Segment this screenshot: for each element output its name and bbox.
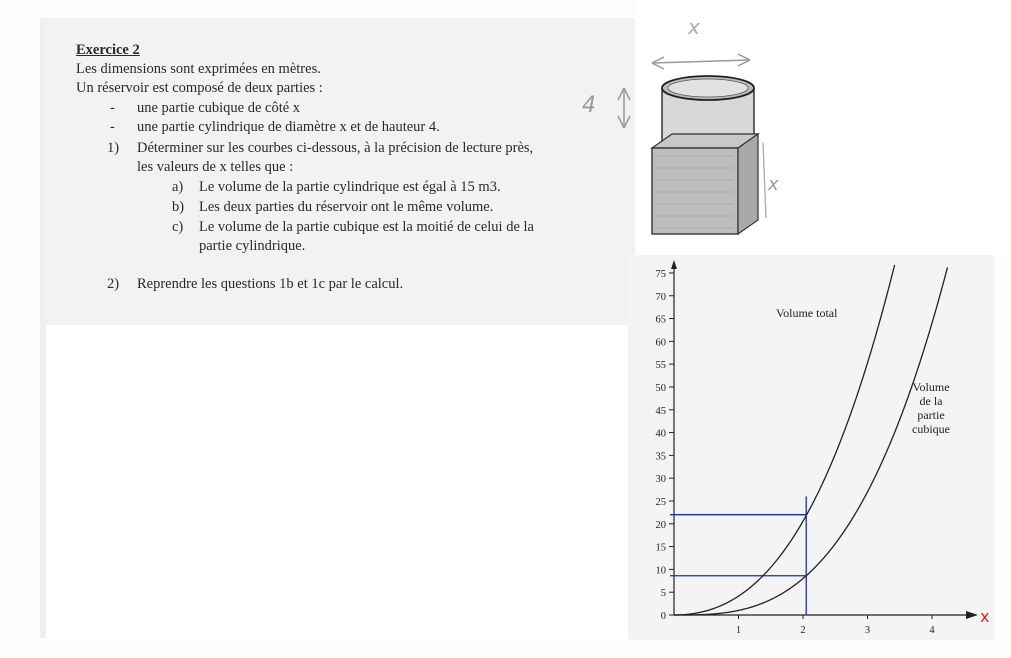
y-tick-label: 30 [655,474,666,486]
question-1-number: 1) [107,140,120,156]
y-tick-label: 60 [655,337,666,349]
volume-total-label: Volume total [776,306,838,320]
sub-c-label: c) [172,219,184,235]
side-dimension-arrow [763,143,766,218]
sub-a-text: Le volume de la partie cylindrique est égal à 15 m3. [199,179,501,195]
reservoir-line: Un réservoir est composé de deux parties : [76,80,323,96]
volume-chart [628,255,998,640]
bullet-dash-1: - [110,100,115,116]
sub-c-text: Le volume de la partie cubique est la moitié de celui de la [199,219,534,235]
bullet-dash-2: - [110,119,115,135]
sub-b-label: b) [172,199,185,215]
dimensions-line: Les dimensions sont exprimées en mètres. [76,61,321,77]
y-tick-label: 25 [655,496,666,508]
x-tick-label: 4 [929,625,935,636]
y-tick-label: 45 [655,405,666,417]
x-axis-arrow [966,611,978,619]
y-tick-label: 65 [655,314,666,326]
top-dimension-arrow [652,60,750,63]
y-tick-label: 0 [660,611,666,622]
question-1-line-1: Déterminer sur les courbes ci-dessous, à la précision de lecture près, [137,140,534,156]
y-tick-label: 10 [655,565,666,577]
volume-cubique-label-line: cubique [912,422,950,436]
sub-c-text-line-2: partie cylindrique. [199,238,306,254]
y-tick-label: 50 [655,382,666,394]
volume-cubique-label-line: partie [917,408,945,422]
exercise-title: Exercice 2 [76,42,140,58]
question-1-line-2: les valeurs de x telles que : [137,159,294,175]
question-2-text: Reprendre les questions 1b et 1c par le calcul. [137,276,404,292]
bullet-item-2: une partie cylindrique de diamètre x et de hauteur 4. [137,119,440,135]
bullet-item-1: une partie cubique de côté x [137,100,301,116]
x-tick-label: 2 [800,625,806,636]
y-tick-label: 55 [655,360,666,372]
y-tick-label: 40 [655,428,666,440]
x-tick-label: 3 [864,625,871,636]
y-tick-label: 75 [655,268,666,280]
x-tick-labels [736,615,936,636]
question-2-number: 2) [107,276,120,292]
sub-a-label: a) [172,179,184,195]
reading-guides [670,496,806,615]
series-labels [776,306,950,436]
y-tick-label: 20 [655,519,666,531]
blank-area [46,325,628,638]
y-axis-arrow [671,260,677,269]
x-tick-label: 1 [735,625,742,636]
side-dimension-label: x [768,174,779,195]
x-axis-label: x [980,607,990,626]
volume-cubique-label-line: Volume [912,380,950,394]
sub-b-text: Les deux parties du réservoir ont le même volume. [199,199,494,215]
y-tick-label: 15 [655,542,666,554]
y-tick-labels [656,269,675,622]
height-dimension-label: 4 [582,93,596,118]
cube-shape [652,134,758,234]
volume-cubique-label-line: de la [919,394,943,408]
y-tick-label: 5 [660,588,666,600]
y-tick-label: 35 [655,451,666,463]
top-dimension-label: x [688,15,700,39]
y-tick-label: 70 [655,291,666,303]
reservoir-sketch [570,8,810,248]
